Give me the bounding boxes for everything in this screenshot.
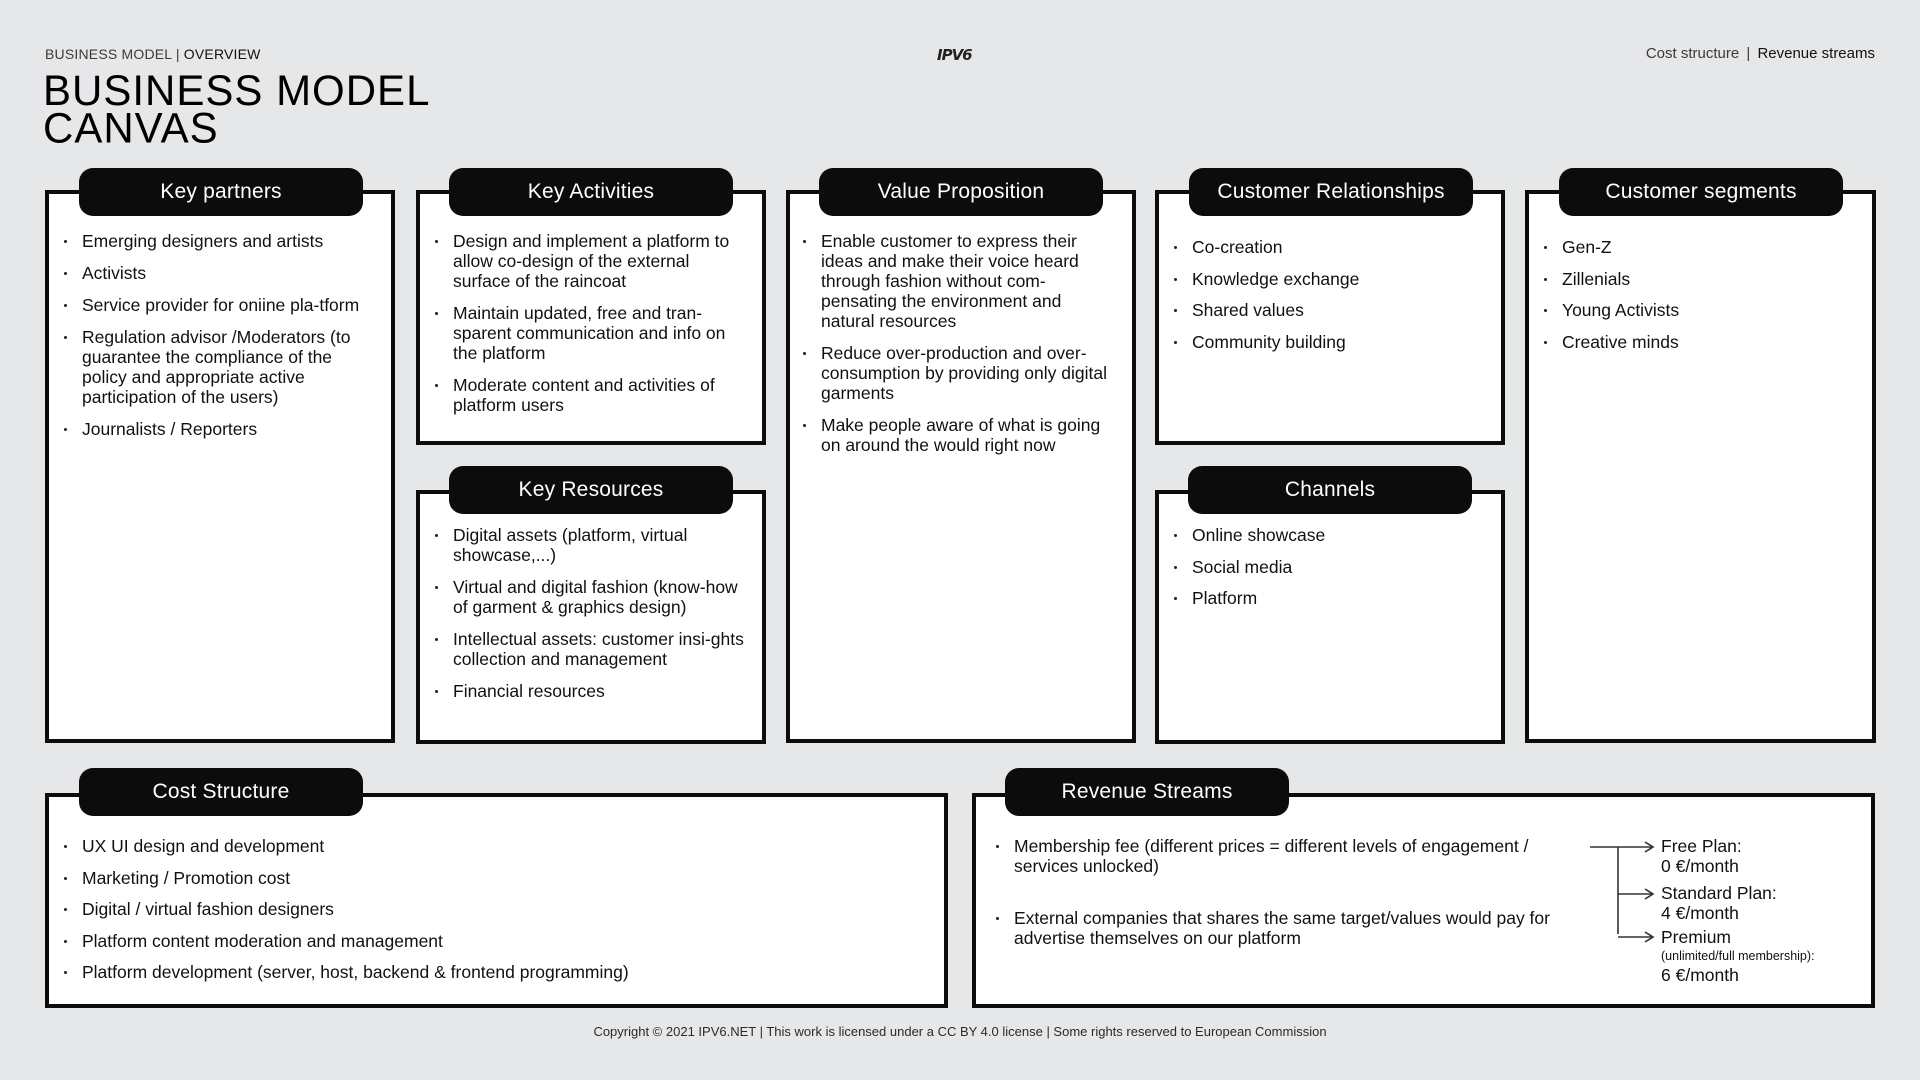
list-item: Co-creation [1174,237,1489,257]
plan-name: Standard Plan: [1661,883,1777,903]
ipv6-logo-icon[interactable]: IPV6 [937,46,972,64]
list-item: Reduce over-production and over-consumption by providing only digital garments [803,343,1118,403]
plan-free [1661,836,1742,876]
nav-link-revenue-streams[interactable]: Revenue streams [1757,45,1875,62]
list-item: Digital assets (platform, virtual showcase,...) [435,525,755,565]
plan-name: Premium [1661,927,1732,947]
key-activities-title: Key Activities [449,168,733,216]
channels-list [1174,525,1489,620]
list-item: Intellectual assets: customer insi-ghts collection and management [435,629,755,669]
list-item: External companies that shares the same target/values would pay for advertise themselves on our platform [996,908,1586,948]
membership-plans [1585,834,1875,1004]
page-title-line-2: CANVAS [43,103,219,152]
list-item: Zillenials [1544,269,1859,289]
list-item: Community building [1174,332,1489,352]
list-item: Design and implement a platform to allow co-design of the external surface of the raincoat [435,231,750,291]
breadcrumb-section[interactable]: BUSINESS MODEL [45,46,172,62]
cost-structure-list [64,836,924,994]
plan-arrows-icon [1585,834,1665,934]
plan-price: 6 €/month [1661,965,1739,985]
list-item: Regulation advisor /Moderators (to guarantee the compliance of the policy and appropriate active participation of the users) [64,327,374,407]
page-title [43,66,431,152]
list-item: Platform content moderation and management [64,931,924,951]
list-item: Service provider for oniine pla-tform [64,295,374,315]
list-item: Membership fee (different prices = different levels of engagement / services unlocked) [996,836,1586,876]
list-item: Knowledge exchange [1174,269,1489,289]
breadcrumb-separator: | [175,46,180,62]
list-item: Social media [1174,557,1489,577]
key-activities-list [435,231,750,427]
list-item: Journalists / Reporters [64,419,374,439]
plan-standard [1661,883,1777,923]
key-partners-list [64,231,374,451]
key-resources-list [435,525,755,713]
list-item: Platform development (server, host, backend & frontend programming) [64,962,924,982]
list-item: Gen-Z [1544,237,1859,257]
breadcrumb [45,46,261,62]
customer-segments-title: Customer segments [1559,168,1843,216]
list-item: Young Activists [1544,300,1859,320]
plan-premium [1661,927,1815,985]
key-partners-title: Key partners [79,168,363,216]
list-item: Emerging designers and artists [64,231,374,251]
list-item: Creative minds [1544,332,1859,352]
key-resources-title: Key Resources [449,466,733,514]
list-item: Maintain updated, free and tran-sparent communication and info on the platform [435,303,750,363]
list-item: Financial resources [435,681,755,701]
plan-price: 4 €/month [1661,903,1739,923]
list-item: Moderate content and activities of platform users [435,375,750,415]
customer-relationships-list [1174,237,1489,363]
plan-price: 0 €/month [1661,856,1739,876]
revenue-streams-title: Revenue Streams [1005,768,1289,816]
top-navigation [1646,45,1875,62]
list-item: UX UI design and development [64,836,924,856]
list-item: Virtual and digital fashion (know-how of garment & graphics design) [435,577,755,617]
plan-note: (unlimited/full membership): [1661,949,1815,963]
page-title-line-1: BUSINESS MODEL [43,66,431,115]
plan-name: Free Plan: [1661,836,1742,856]
channels-title: Channels [1188,466,1472,514]
list-item: Activists [64,263,374,283]
list-item: Shared values [1174,300,1489,320]
breadcrumb-current: OVERVIEW [183,46,261,62]
value-proposition-list [803,231,1118,467]
customer-relationships-title: Customer Relationships [1189,168,1473,216]
list-item: Enable customer to express their ideas and make their voice heard through fashion without com-pensating the environment and natural resources [803,231,1118,331]
revenue-streams-list [996,836,1586,960]
plan-arrow-premium-icon [1585,927,1665,947]
cost-structure-title: Cost Structure [79,768,363,816]
nav-link-cost-structure[interactable]: Cost structure [1645,45,1740,62]
list-item: Make people aware of what is going on around the would right now [803,415,1118,455]
list-item: Digital / virtual fashion designers [64,899,924,919]
nav-separator: | [1746,45,1751,62]
footer-copyright: Copyright © 2021 IPV6.NET | This work is licensed under a CC BY 4.0 license | Some rights reserved to European Commission [593,1024,1327,1039]
list-item: Online showcase [1174,525,1489,545]
list-item: Platform [1174,588,1489,608]
list-item: Marketing / Promotion cost [64,868,924,888]
customer-segments-list [1544,237,1859,363]
value-proposition-title: Value Proposition [819,168,1103,216]
